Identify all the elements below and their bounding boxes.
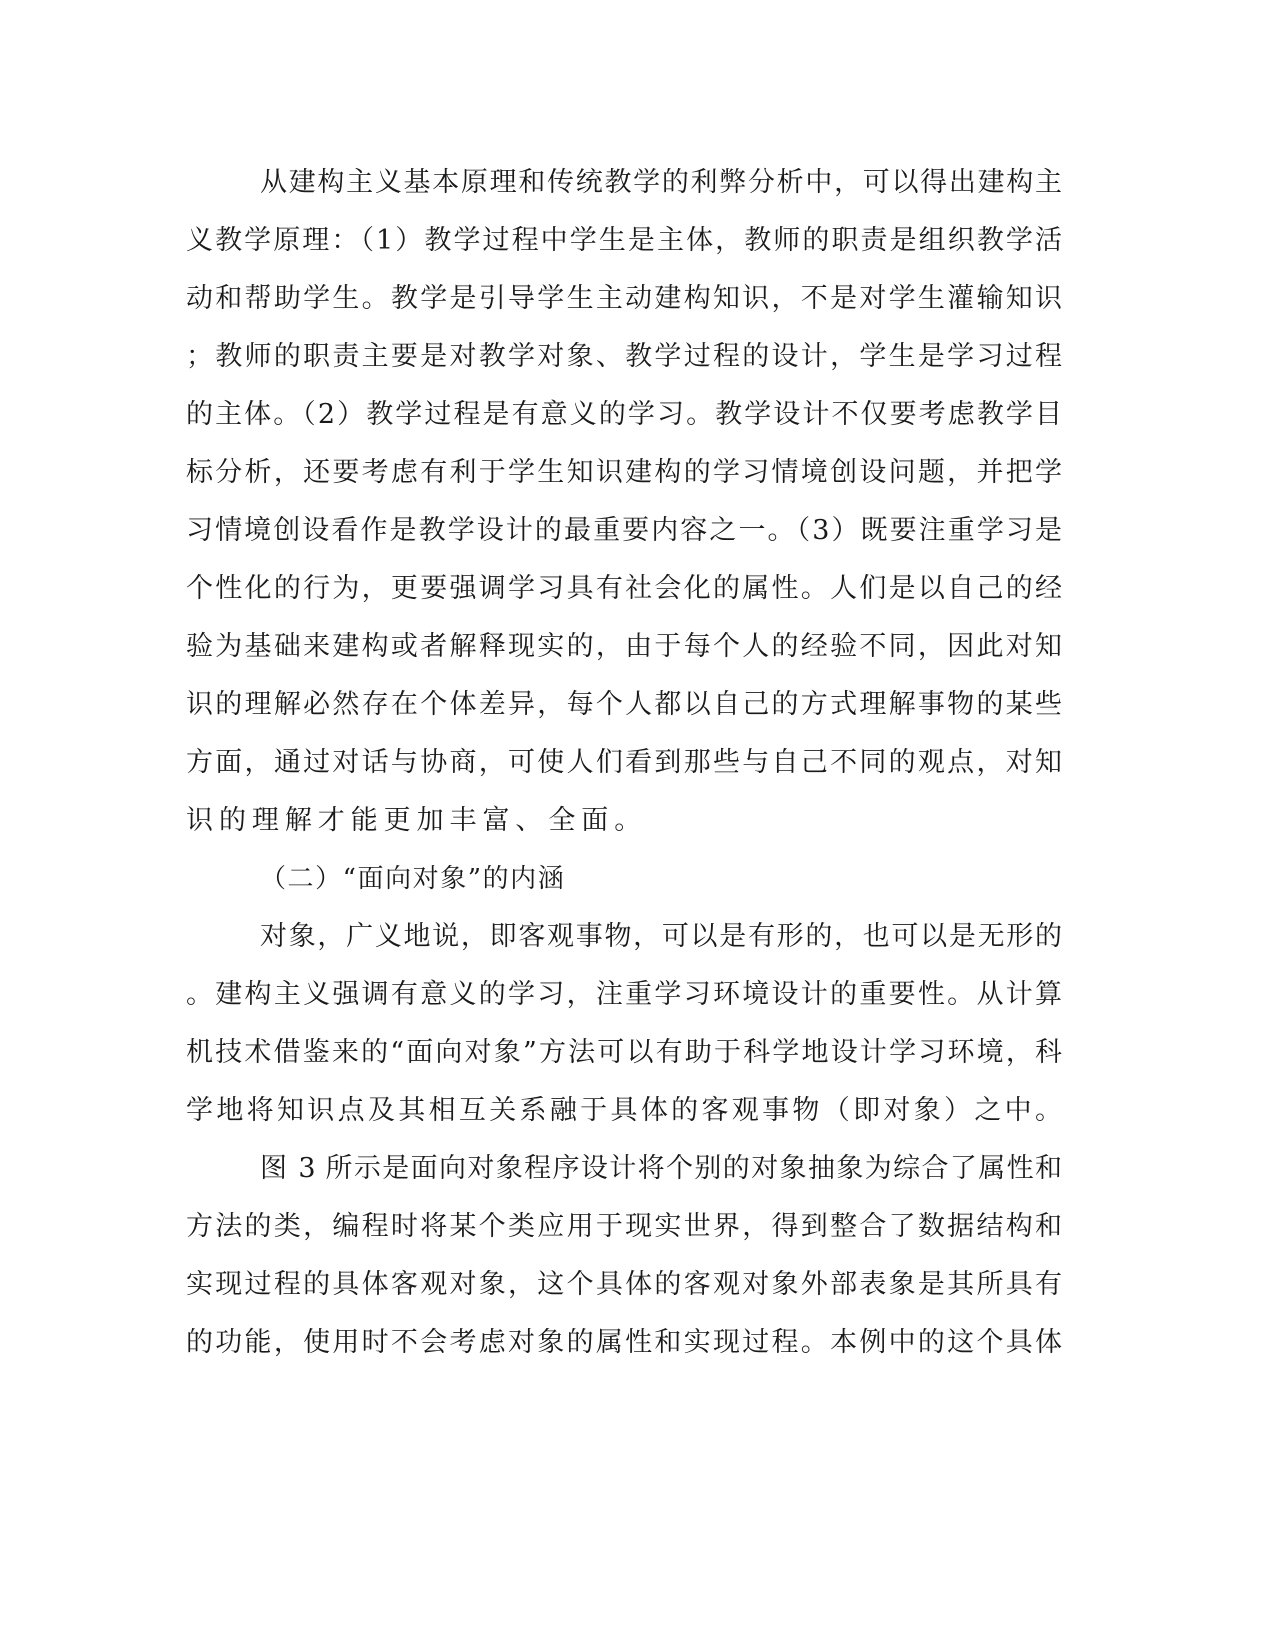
text-line: 对象，广义地说，即客观事物，可以是有形的，也可以是无形的 xyxy=(260,921,1062,952)
text-line: 学地将知识点及其相互关系融于具体的客观事物（即对象）之中。 xyxy=(186,1095,1062,1126)
text-line: 方法的类，编程时将某个类应用于现实世界，得到整合了数据结构和 xyxy=(186,1211,1062,1242)
text-line: 标分析，还要考虑有利于学生知识建构的学习情境创设问题，并把学 xyxy=(186,457,1062,488)
text-line: 的功能，使用时不会考虑对象的属性和实现过程。本例中的这个具体 xyxy=(186,1327,1062,1358)
text-line: 义教学原理：（1）教学过程中学生是主体，教师的职责是组织教学活 xyxy=(186,225,1062,256)
text-line: 验为基础来建构或者解释现实的，由于每个人的经验不同，因此对知 xyxy=(186,631,1062,662)
text-line: 实现过程的具体客观对象，这个具体的客观对象外部表象是其所具有 xyxy=(186,1269,1062,1300)
section-heading: （二）“面向对象”的内涵 xyxy=(260,864,566,894)
text-line: 的主体。（2）教学过程是有意义的学习。教学设计不仅要考虑教学目 xyxy=(186,399,1062,430)
text-line: 识的理解必然存在个体差异，每个人都以自己的方式理解事物的某些 xyxy=(186,689,1062,720)
text-line: ；教师的职责主要是对教学对象、教学过程的设计，学生是学习过程 xyxy=(186,341,1062,372)
text-line: 机技术借鉴来的“面向对象”方法可以有助于科学地设计学习环境，科 xyxy=(186,1037,1062,1068)
text-line: 习情境创设看作是教学设计的最重要内容之一。（3）既要注重学习是 xyxy=(186,515,1062,546)
text-line: 动和帮助学生。教学是引导学生主动建构知识，不是对学生灌输知识 xyxy=(186,283,1062,314)
text-line: 。建构主义强调有意义的学习，注重学习环境设计的重要性。从计算 xyxy=(186,979,1062,1010)
text-line: 个性化的行为，更要强调学习具有社会化的属性。人们是以自己的经 xyxy=(186,573,1062,604)
text-line: 从建构主义基本原理和传统教学的利弊分析中，可以得出建构主 xyxy=(260,167,1062,198)
text-line: 识的理解才能更加丰富、全面。 xyxy=(186,805,648,836)
text-line: 图 3 所示是面向对象程序设计将个别的对象抽象为综合了属性和 xyxy=(260,1153,1062,1184)
text-line: 方面，通过对话与协商，可使人们看到那些与自己不同的观点，对知 xyxy=(186,747,1062,778)
